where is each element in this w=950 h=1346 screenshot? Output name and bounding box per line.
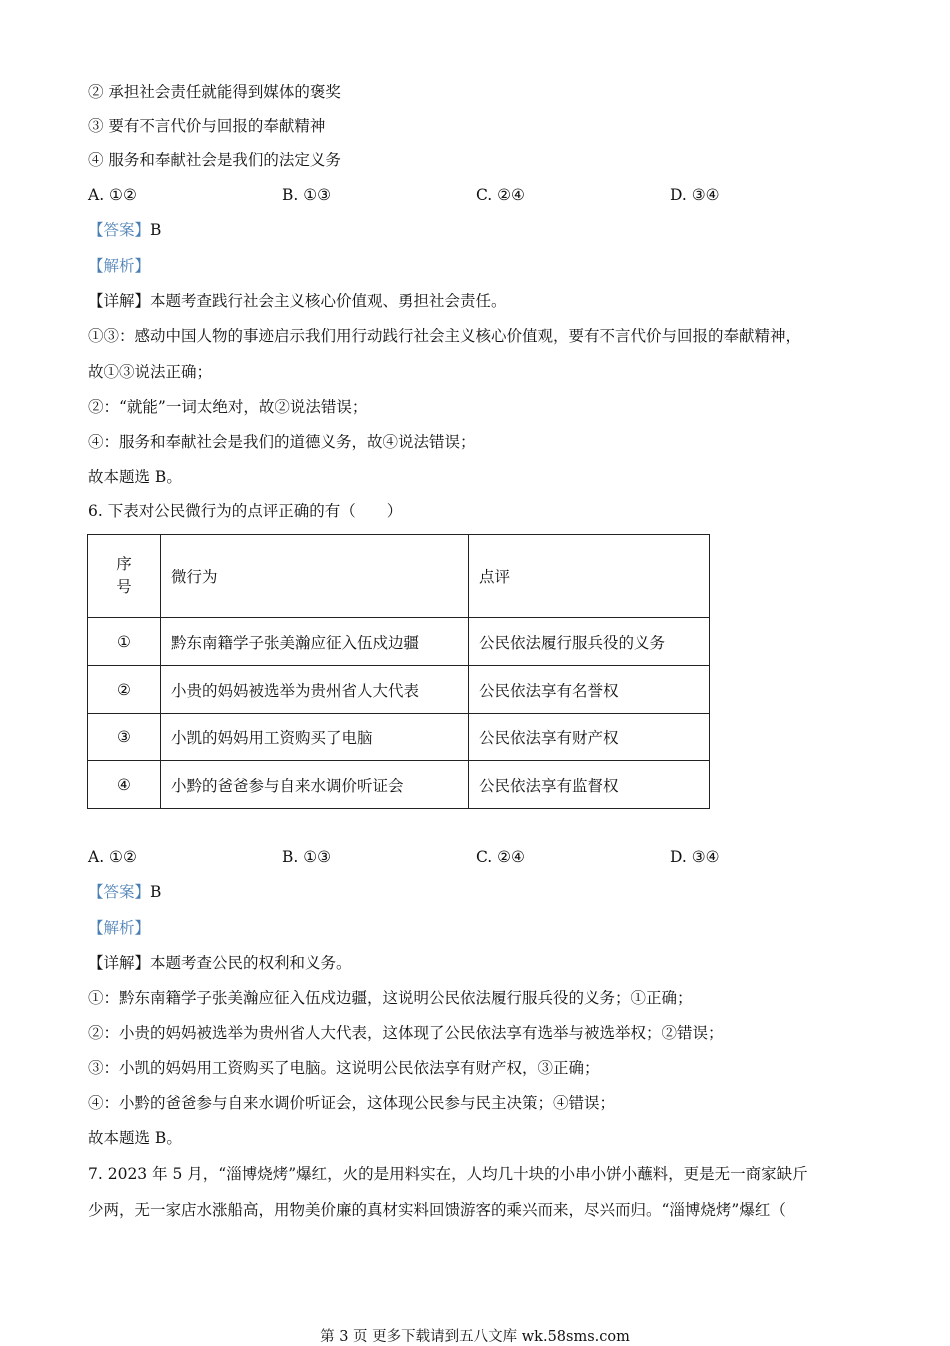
answer-value: B bbox=[150, 883, 162, 901]
row-behavior: 小黔的爸爸参与自来水调价听证会 bbox=[161, 761, 469, 809]
header-behavior: 微行为 bbox=[161, 535, 469, 618]
q5-detail-line: 故①③说法正确； bbox=[88, 363, 213, 381]
row-comment: 公民依法履行服兵役的义务 bbox=[469, 618, 710, 666]
q5-detail-line: ④：服务和奉献社会是我们的道德义务，故④说法错误； bbox=[88, 433, 476, 451]
row-behavior: 黔东南籍学子张美瀚应征入伍戍边疆 bbox=[161, 618, 469, 666]
q5-detail-line: 【详解】本题考查践行社会主义核心价值观、勇担社会责任。 bbox=[88, 292, 507, 310]
q6-table bbox=[87, 534, 710, 809]
row-behavior: 小凯的妈妈用工资购买了电脑 bbox=[161, 714, 469, 761]
q6-analysis-tag: 【解析】 bbox=[88, 919, 151, 937]
q5-item-2: ② 承担社会责任就能得到媒体的褒奖 bbox=[88, 83, 341, 101]
q6-option-c: C. ②④ bbox=[476, 848, 525, 866]
q6-option-a: A. ①② bbox=[88, 848, 137, 866]
table-row bbox=[88, 618, 710, 666]
q5-item-3: ③ 要有不言代价与回报的奉献精神 bbox=[88, 117, 326, 135]
row-behavior: 小贵的妈妈被选举为贵州省人大代表 bbox=[161, 666, 469, 714]
table-header-row bbox=[88, 535, 710, 618]
q6-detail-line: ①：黔东南籍学子张美瀚应征入伍戍边疆，这说明公民依法履行服兵役的义务；①正确； bbox=[88, 989, 693, 1007]
header-index: 序号 bbox=[88, 535, 161, 618]
q7-stem-line: 7. 2023 年 5 月，“淄博烧烤”爆红，火的是用料实在，人均几十块的小串小饼小蘸料，更是无一商家缺斤 bbox=[88, 1165, 808, 1183]
table-row bbox=[88, 666, 710, 714]
header-comment: 点评 bbox=[469, 535, 710, 618]
q5-analysis-tag: 【解析】 bbox=[88, 257, 151, 275]
page-footer: 第 3 页 更多下载请到五八文库 wk.58sms.com bbox=[320, 1329, 630, 1345]
answer-tag: 【答案】 bbox=[88, 221, 151, 239]
q6-detail-line: ④：小黔的爸爸参与自来水调价听证会，这体现公民参与民主决策；④错误； bbox=[88, 1094, 616, 1112]
q6-answer bbox=[88, 882, 161, 902]
q5-detail-line: ②：“就能”一词太绝对，故②说法错误； bbox=[88, 398, 368, 416]
q5-item-4: ④ 服务和奉献社会是我们的法定义务 bbox=[88, 151, 341, 169]
table-row bbox=[88, 714, 710, 761]
q5-answer bbox=[88, 220, 161, 240]
q6-detail-line: ③：小凯的妈妈用工资购买了电脑。这说明公民依法享有财产权，③正确； bbox=[88, 1059, 600, 1077]
q6-detail-line: ②：小贵的妈妈被选举为贵州省人大代表，这体现了公民依法享有选举与被选举权；②错误； bbox=[88, 1024, 724, 1042]
q5-option-a: A. ①② bbox=[88, 186, 137, 204]
q6-detail-line: 【详解】本题考查公民的权利和义务。 bbox=[88, 954, 352, 972]
q5-detail-line: ①③：感动中国人物的事迹启示我们用行动践行社会主义核心价值观，要有不言代价与回报的奉献精神， bbox=[88, 327, 802, 345]
table-row bbox=[88, 761, 710, 809]
row-comment: 公民依法享有财产权 bbox=[469, 714, 710, 761]
row-index: ① bbox=[88, 618, 161, 666]
row-comment: 公民依法享有监督权 bbox=[469, 761, 710, 809]
q5-detail-line: 故本题选 B。 bbox=[88, 468, 182, 486]
row-comment: 公民依法享有名誉权 bbox=[469, 666, 710, 714]
row-index: ② bbox=[88, 666, 161, 714]
q5-option-d: D. ③④ bbox=[670, 186, 720, 204]
q7-stem-line: 少两，无一家店水涨船高，用物美价廉的真材实料回馈游客的乘兴而来，尽兴而归。“淄博烧烤”爆红（ bbox=[88, 1201, 786, 1219]
q6-option-d: D. ③④ bbox=[670, 848, 720, 866]
row-index: ③ bbox=[88, 714, 161, 761]
q6-detail-line: 故本题选 B。 bbox=[88, 1129, 182, 1147]
q5-option-b: B. ①③ bbox=[282, 186, 332, 204]
q5-option-c: C. ②④ bbox=[476, 186, 525, 204]
answer-tag: 【答案】 bbox=[88, 883, 151, 901]
q6-option-b: B. ①③ bbox=[282, 848, 332, 866]
answer-value: B bbox=[150, 221, 162, 239]
row-index: ④ bbox=[88, 761, 161, 809]
q6-stem: 6. 下表对公民微行为的点评正确的有（ ） bbox=[88, 502, 403, 520]
